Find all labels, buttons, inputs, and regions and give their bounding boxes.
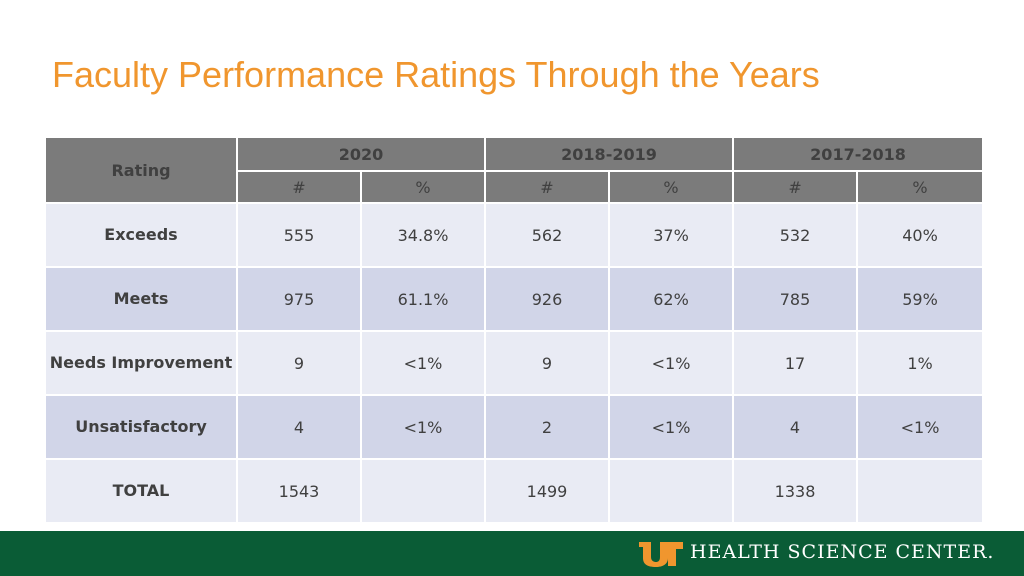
table-cell: 17 <box>733 331 857 395</box>
table-cell: 555 <box>237 203 361 267</box>
table-cell: 9 <box>485 331 609 395</box>
count-header: # <box>733 171 857 203</box>
table-cell: 1338 <box>733 459 857 523</box>
table-cell: 61.1% <box>361 267 485 331</box>
table-row-needs-improvement <box>45 331 983 395</box>
row-label: Unsatisfactory <box>45 395 237 459</box>
table-cell: 785 <box>733 267 857 331</box>
year-header-2017-2018: 2017-2018 <box>733 137 983 171</box>
ut-logo-icon <box>638 541 684 567</box>
percent-header: % <box>857 171 983 203</box>
table-cell: 34.8% <box>361 203 485 267</box>
table-cell: <1% <box>609 331 733 395</box>
table-cell: 62% <box>609 267 733 331</box>
table-cell: 1% <box>857 331 983 395</box>
table-cell: 1543 <box>237 459 361 523</box>
ratings-table <box>44 136 984 524</box>
table-cell: <1% <box>857 395 983 459</box>
row-label: Exceeds <box>45 203 237 267</box>
table-cell: 59% <box>857 267 983 331</box>
table-cell: 9 <box>237 331 361 395</box>
count-header: # <box>237 171 361 203</box>
year-header-2018-2019: 2018-2019 <box>485 137 733 171</box>
table-cell <box>857 459 983 523</box>
row-label: TOTAL <box>45 459 237 523</box>
table-cell <box>609 459 733 523</box>
table-cell: 562 <box>485 203 609 267</box>
table-cell <box>361 459 485 523</box>
table-cell: <1% <box>361 395 485 459</box>
row-label: Needs Improvement <box>45 331 237 395</box>
logo-text: HEALTH SCIENCE CENTER. <box>690 541 995 563</box>
table-row-unsatisfactory <box>45 395 983 459</box>
table-cell: <1% <box>609 395 733 459</box>
table-cell: 40% <box>857 203 983 267</box>
table-row-total <box>45 459 983 523</box>
table-cell: 532 <box>733 203 857 267</box>
rating-column-header: Rating <box>45 137 237 203</box>
table-row-exceeds <box>45 203 983 267</box>
percent-header: % <box>609 171 733 203</box>
row-label: Meets <box>45 267 237 331</box>
page-title: Faculty Performance Ratings Through the Years <box>52 54 820 95</box>
table-row-meets <box>45 267 983 331</box>
table-cell: 4 <box>237 395 361 459</box>
table-cell: 926 <box>485 267 609 331</box>
table-cell: 4 <box>733 395 857 459</box>
table-cell: 2 <box>485 395 609 459</box>
table-cell: 1499 <box>485 459 609 523</box>
year-header-2020: 2020 <box>237 137 485 171</box>
table-cell: 975 <box>237 267 361 331</box>
count-header: # <box>485 171 609 203</box>
percent-header: % <box>361 171 485 203</box>
table-cell: <1% <box>361 331 485 395</box>
table-cell: 37% <box>609 203 733 267</box>
